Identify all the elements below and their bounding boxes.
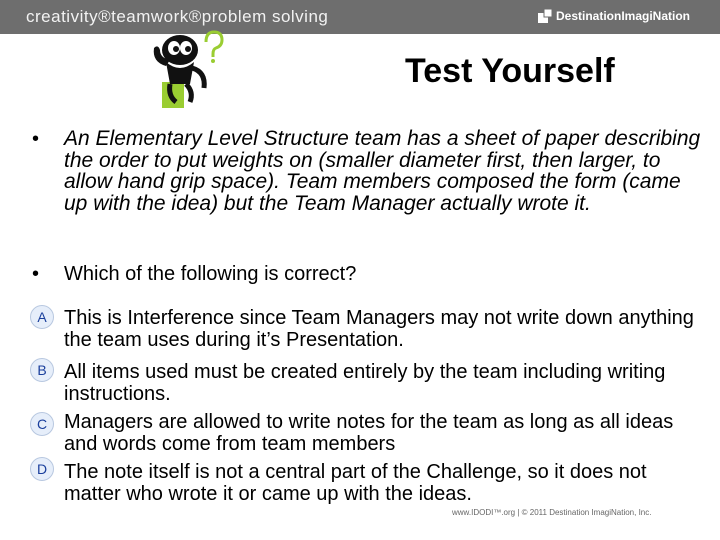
option-a-text[interactable]: This is Interference since Team Managers may not write down anything the team uses during it’s Presentation. bbox=[64, 307, 694, 351]
thinking-mascot-icon bbox=[140, 28, 230, 118]
brand-logo bbox=[538, 9, 690, 23]
option-d-text[interactable]: The note itself is not a central part of the Challenge, so it does not matter who wrote it or came up with the ideas. bbox=[64, 461, 647, 505]
page-title: Test Yourself bbox=[405, 52, 615, 90]
option-c-text[interactable]: Managers are allowed to write notes for the team as long as all ideas and words come from team members bbox=[64, 411, 674, 455]
option-b-badge[interactable]: B bbox=[30, 358, 54, 382]
question-text: Which of the following is correct? bbox=[64, 263, 357, 285]
top-banner bbox=[0, 0, 720, 34]
option-c-badge[interactable]: C bbox=[30, 412, 54, 436]
brand-mark-icon bbox=[538, 9, 552, 23]
bullet-icon: • bbox=[32, 263, 40, 285]
bullet-icon: • bbox=[32, 128, 40, 150]
tagline: creativity®teamwork®problem solving bbox=[26, 7, 329, 26]
option-b-text[interactable]: All items used must be created entirely by the team including writing instructions. bbox=[64, 361, 666, 405]
option-d-badge[interactable]: D bbox=[30, 457, 54, 481]
option-a-badge[interactable]: A bbox=[30, 305, 54, 329]
brand-name: DestinationImagiNation bbox=[555, 9, 690, 23]
footer-copyright: www.IDODI™.org | © 2011 Destination ImagiNation, Inc. bbox=[452, 508, 652, 517]
scenario-text: An Elementary Level Structure team has a sheet of paper describing the order to put weights on (smaller diameter first, then larger, to allow hand grip space). Team members composed the form (came up with the idea) but the Team Manager actually wrote it. bbox=[64, 127, 701, 215]
